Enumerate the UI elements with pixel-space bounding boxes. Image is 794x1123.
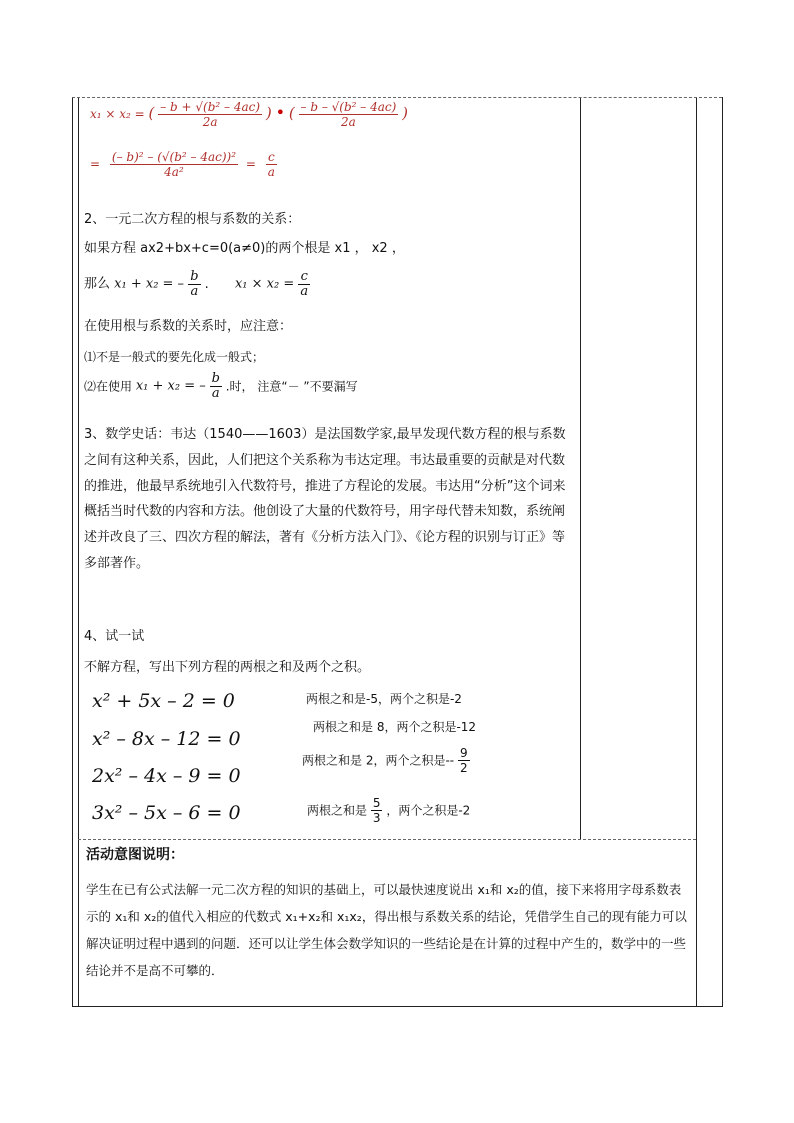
- c-numerator: c: [267, 150, 275, 164]
- equation-4: [92, 802, 241, 824]
- fraction-root2: [299, 100, 399, 129]
- equals-sign-2: =: [245, 157, 256, 171]
- answer-3-prefix: 两根之和是 2，两个之积是--: [302, 753, 455, 768]
- section-4-heading: 4、试一试: [84, 629, 145, 644]
- answer-4-numerator: 5: [372, 796, 381, 810]
- equation-1-text: x² + 5x – 2 = 0: [92, 690, 235, 712]
- fraction-c-over-a: [266, 150, 277, 179]
- note-2-prefix: ⑵在使用: [84, 379, 133, 394]
- note-1: ⑴不是一般式的要先化成一般式；: [84, 350, 265, 364]
- note-2: [84, 372, 358, 401]
- equals-sign: =: [90, 157, 101, 171]
- equation-2-text: x² – 8x – 12 = 0: [92, 728, 241, 750]
- product-lhs: x₁ × x₂ =: [90, 107, 145, 121]
- fraction-root1: [158, 100, 262, 129]
- answer-3-denominator: 2: [459, 761, 468, 775]
- answer-3-numerator: 9: [459, 746, 468, 760]
- sum-fraction: [188, 270, 200, 299]
- answer-1: 两根之和是-5，两个之积是-2: [306, 692, 462, 706]
- sum-period: .: [204, 276, 209, 292]
- so-prefix: 那么: [84, 276, 111, 292]
- answer-4-suffix: ，两个之积是-2: [386, 803, 471, 818]
- section-2-line-1: 如果方程 ax2+bx+c=0(a≠0)的两个根是 x1 ， x2 ，: [84, 241, 405, 256]
- note-2-denominator: a: [210, 386, 222, 401]
- fraction-expanded: [110, 150, 238, 179]
- close-paren-2: ): [402, 104, 408, 122]
- table-bottom-border: [72, 1006, 723, 1007]
- row-divider-dashed: [78, 839, 696, 840]
- open-paren: (: [148, 104, 155, 122]
- table-inner-right-border: [696, 97, 697, 1007]
- note-2-fraction: [210, 372, 222, 401]
- equation-3-text: 2x² – 4x – 9 = 0: [92, 765, 241, 787]
- open-paren-2: (: [288, 104, 295, 122]
- sum-lhs: x₁ + x₂ = –: [114, 276, 185, 292]
- root1-denominator: 2a: [158, 114, 262, 129]
- answer-2: 两根之和是 8，两个之积是-12: [313, 720, 477, 734]
- table-inner-left-border: [78, 97, 79, 1007]
- table-right-border: [722, 97, 723, 1007]
- section-3-history-paragraph: 3、数学史话：韦达（1540——1603）是法国数学家,最早发现代数方程的根与系数之间有这种关系，因此，人们把这个关系称为韦达定理。韦达最重要的贡献是对代数的推进，他最早系统地引入代数符号，推进了方程论的发展。韦达用“分析”这个词来概括当时代数的内容和方法。他创设了大量的代数符号，用字母代替未知数，系统阐述并改良了三、四次方程的解法，著有《分析方法入门》、《论方程的识别与订正》等多部著作。: [84, 427, 566, 571]
- notes-heading: 在使用根与系数的关系时，应注意：: [84, 319, 293, 334]
- a-denominator: a: [267, 165, 275, 179]
- answer-4-fraction: [371, 796, 383, 825]
- answer-4-prefix: 两根之和是: [307, 803, 368, 818]
- equation-1: [92, 690, 235, 712]
- equation-4-text: 3x² – 5x – 6 = 0: [92, 802, 241, 824]
- equation-3: [92, 765, 241, 787]
- content-column-right-border: [580, 97, 581, 839]
- answer-4: [307, 796, 470, 825]
- table-left-border: [72, 97, 73, 1007]
- sum-denominator: a: [188, 284, 200, 299]
- expanded-denominator: 4a²: [110, 164, 238, 179]
- product-lhs-relation: x₁ × x₂ =: [234, 276, 295, 292]
- product-numerator: c: [300, 269, 308, 284]
- equation-2: [92, 728, 241, 750]
- product-fraction: [298, 270, 310, 299]
- root2-denominator: 2a: [299, 114, 399, 129]
- expanded-numerator: (– b)² – (√(b² – 4ac))²: [111, 150, 237, 164]
- dot-operator: •: [275, 103, 286, 122]
- row-top-dashed-divider: [72, 97, 722, 98]
- answer-3: [302, 746, 470, 775]
- intent-heading: 活动意图说明：: [86, 847, 184, 863]
- root1-numerator: – b + √(b² – 4ac): [160, 100, 261, 114]
- product-formula-line-1: [90, 100, 408, 129]
- note-2-expression: x₁ + x₂ = –: [135, 378, 206, 394]
- section-2-relations: [84, 270, 310, 299]
- answer-4-denominator: 3: [372, 811, 381, 825]
- section-2-heading: 2、一元二次方程的根与系数的关系：: [84, 212, 301, 227]
- answer-3-fraction: [458, 746, 470, 775]
- note-2-suffix: .时， 注意“－ ”不要漏写: [225, 379, 358, 394]
- sum-numerator: b: [190, 269, 199, 284]
- section-4-prompt: 不解方程，写出下列方程的两根之和及两个之积。: [84, 660, 371, 675]
- product-formula-line-2: [90, 150, 277, 179]
- intent-paragraph: 学生在已有公式法解一元二次方程的知识的基础上，可以最快速度说出 x₁和 x₂的值，接下来将用字母系数表示的 x₁和 x₂的值代入相应的代数式 x₁+x₂和 x₁x₂，得出根与系数关系的结论，凭借学生自己的现有能力可以解决证明过程中遇到的问题．还可以让学生体会数学知识的一些结论是在计算的过程中产生的，数学中的一些结论并不是高不可攀的．: [86, 882, 687, 978]
- product-denominator: a: [300, 284, 309, 299]
- close-paren: ): [265, 104, 272, 122]
- root2-numerator: – b – √(b² – 4ac): [300, 100, 397, 114]
- note-2-numerator: b: [211, 371, 220, 386]
